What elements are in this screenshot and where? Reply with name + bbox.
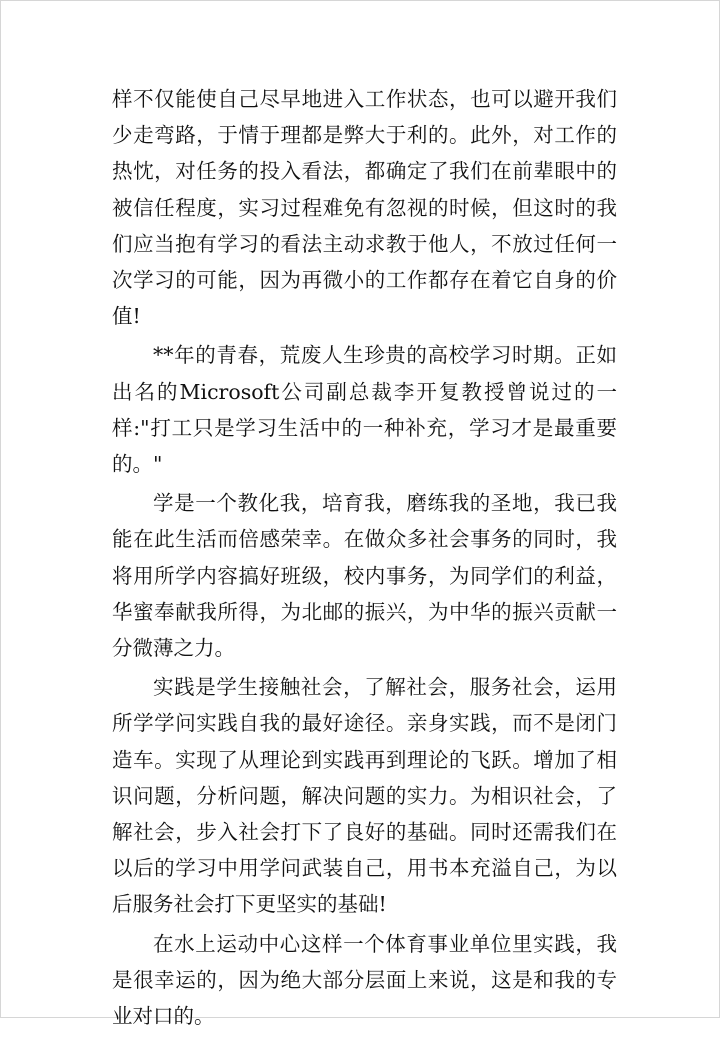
paragraph-5: 在水上运动中心这样一个体育事业单位里实践，我是很幸运的，因为绝大部分层面上来说，这是和我的专业对口的。 (112, 931, 617, 1029)
paragraph-4: 实践是学生接触社会，了解社会，服务社会，运用所学学问实践自我的最好途径。亲身实践，而不是闭门造车。实现了从理论到实践再到理论的飞跃。增加了相识问题，分析问题，解决问题的实力。为相识社会，了解社会，步入社会打下了良好的基础。同时还需我们在以后的学习中用学问武装自己，用书本充溢自己，为以后服务社会打下更坚实的基础! (112, 675, 617, 917)
paragraph-1: 样不仅能使自己尽早地进入工作状态，也可以避开我们少走弯路，于情于理都是弊大于利的。此外，对工作的热忱，对任务的投入看法，都确定了我们在前辈眼中的被信任程度，实习过程难免有忽视的时候，但这时的我们应当抱有学习的看法主动求教于他人，不放过任何一次学习的可能，因为再微小的工作都存在着它自身的价值! (112, 87, 617, 329)
paragraph-2: **年的青春，荒废人生珍贵的高校学习时期。正如出名的Microsoft公司副总裁李开复教授曾说过的一样:"打工只是学习生活中的一种补充，学习才是最重要的。" (112, 343, 617, 477)
document-body (112, 81, 617, 1037)
paragraph-3: 学是一个教化我，培育我，磨练我的圣地，我已我能在此生活而倍感荣幸。在做众多社会事务的同时，我将用所学内容搞好班级，校内事务，为同学们的利益，华蜜奉献我所得，为北邮的振兴，为中华的振兴贡献一分微薄之力。 (112, 491, 617, 661)
